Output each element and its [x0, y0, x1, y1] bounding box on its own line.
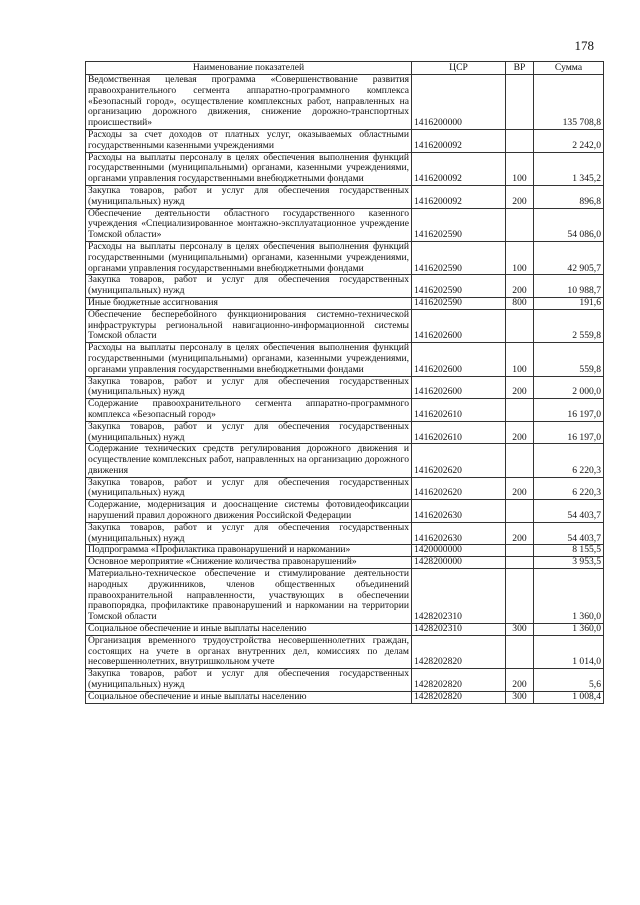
cell-csr: 1420000000	[412, 545, 506, 557]
table-body	[86, 75, 604, 704]
cell-sum: 10 988,7	[534, 275, 604, 298]
cell-sum: 1 360,0	[534, 624, 604, 636]
cell-name: Материально-техническое обеспечение и стимулирование деятельности народных дружинников, членов общественных объединений правоохранительной направленности, участвующих в обеспечении правопорядка, профилактике правонарушений и наркомании на территории Томской области	[86, 569, 412, 624]
cell-csr: 1416200092	[412, 152, 506, 185]
cell-sum: 6 220,3	[534, 477, 604, 500]
cell-vr: 100	[506, 343, 534, 376]
cell-vr	[506, 399, 534, 422]
cell-csr: 1416200092	[412, 129, 506, 152]
cell-csr: 1416200000	[412, 75, 506, 130]
table-row	[86, 545, 604, 557]
cell-name: Закупка товаров, работ и услуг для обеспечения государственных (муниципальных) нужд	[86, 185, 412, 208]
cell-name: Содержание технических средств регулирования дорожного движения и осуществление комплексных работ, направленных на организацию дорожного движения	[86, 444, 412, 477]
cell-vr: 200	[506, 376, 534, 399]
cell-sum: 3 953,5	[534, 557, 604, 569]
cell-csr: 1416202600	[412, 343, 506, 376]
cell-csr: 1428202310	[412, 569, 506, 624]
cell-vr: 200	[506, 522, 534, 545]
table-row	[86, 421, 604, 444]
cell-vr: 300	[506, 691, 534, 703]
cell-vr: 300	[506, 624, 534, 636]
cell-sum: 1 008,4	[534, 691, 604, 703]
cell-vr	[506, 444, 534, 477]
table-row	[86, 691, 604, 703]
table-row	[86, 635, 604, 668]
table-row	[86, 208, 604, 241]
table-row	[86, 444, 604, 477]
header-row	[86, 62, 604, 75]
cell-vr	[506, 569, 534, 624]
table-row	[86, 522, 604, 545]
cell-name: Социальное обеспечение и иные выплаты населению	[86, 691, 412, 703]
cell-sum: 135 708,8	[534, 75, 604, 130]
cell-name: Закупка товаров, работ и услуг для обеспечения государственных (муниципальных) нужд	[86, 275, 412, 298]
cell-sum: 1 014,0	[534, 635, 604, 668]
table-row	[86, 624, 604, 636]
table-row	[86, 399, 604, 422]
table-row	[86, 557, 604, 569]
cell-sum: 16 197,0	[534, 399, 604, 422]
cell-vr	[506, 545, 534, 557]
cell-name: Содержание правоохранительного сегмента аппаратно-программного комплекса «Безопасный город»	[86, 399, 412, 422]
header-csr: ЦСР	[412, 62, 506, 75]
header-name: Наименование показателей	[86, 62, 412, 75]
cell-vr	[506, 635, 534, 668]
cell-sum: 54 086,0	[534, 208, 604, 241]
cell-csr: 1428202310	[412, 624, 506, 636]
cell-vr	[506, 129, 534, 152]
table-row	[86, 185, 604, 208]
cell-name: Ведомственная целевая программа «Совершенствование развития правоохранительного сегмента аппаратно-программного комплекса «Безопасный город», осуществление комплексных работ, направленных на организацию дорожного движения, снижение дорожно-транспортных происшествий»	[86, 75, 412, 130]
cell-vr	[506, 500, 534, 523]
cell-csr: 1416202600	[412, 376, 506, 399]
cell-csr: 1416202620	[412, 444, 506, 477]
cell-name: Закупка товаров, работ и услуг для обеспечения государственных (муниципальных) нужд	[86, 477, 412, 500]
cell-vr: 200	[506, 477, 534, 500]
cell-name: Основное мероприятие «Снижение количества правонарушений»	[86, 557, 412, 569]
cell-name: Закупка товаров, работ и услуг для обеспечения государственных (муниципальных) нужд	[86, 669, 412, 692]
header-sum: Сумма	[534, 62, 604, 75]
cell-name: Социальное обеспечение и иные выплаты населению	[86, 624, 412, 636]
cell-name: Обеспечение деятельности областного государственного казенного учреждения «Специализированное монтажно-эксплуатационное учреждение Томской области»	[86, 208, 412, 241]
cell-sum: 1 345,2	[534, 152, 604, 185]
cell-sum: 896,8	[534, 185, 604, 208]
cell-sum: 16 197,0	[534, 421, 604, 444]
cell-csr: 1416200092	[412, 185, 506, 208]
cell-csr: 1416202610	[412, 399, 506, 422]
cell-csr: 1416202630	[412, 500, 506, 523]
table-row	[86, 241, 604, 274]
cell-name: Подпрограмма «Профилактика правонарушений и наркомании»	[86, 545, 412, 557]
cell-name: Иные бюджетные ассигнования	[86, 297, 412, 309]
table-header	[86, 62, 604, 75]
cell-sum: 2 559,8	[534, 309, 604, 342]
cell-sum: 42 905,7	[534, 241, 604, 274]
budget-table	[85, 61, 604, 704]
cell-csr: 1416202590	[412, 208, 506, 241]
cell-vr: 100	[506, 152, 534, 185]
cell-csr: 1416202620	[412, 477, 506, 500]
cell-csr: 1416202630	[412, 522, 506, 545]
cell-csr: 1428202820	[412, 635, 506, 668]
cell-vr: 200	[506, 669, 534, 692]
cell-csr: 1416202610	[412, 421, 506, 444]
cell-vr	[506, 309, 534, 342]
cell-name: Обеспечение бесперебойного функционирования системно-технической инфраструктуры региональной навигационно-информационной системы Томской области	[86, 309, 412, 342]
cell-csr: 1428202820	[412, 669, 506, 692]
table-row	[86, 477, 604, 500]
table-row	[86, 500, 604, 523]
cell-sum: 2 242,0	[534, 129, 604, 152]
table-row	[86, 129, 604, 152]
cell-name: Расходы за счет доходов от платных услуг, оказываемых областными государственными казенными учреждениями	[86, 129, 412, 152]
cell-csr: 1416202600	[412, 309, 506, 342]
cell-vr	[506, 557, 534, 569]
cell-sum: 54 403,7	[534, 500, 604, 523]
cell-vr: 800	[506, 297, 534, 309]
table-row	[86, 297, 604, 309]
table-row	[86, 669, 604, 692]
cell-sum: 559,8	[534, 343, 604, 376]
cell-sum: 54 403,7	[534, 522, 604, 545]
cell-name: Организация временного трудоустройства несовершеннолетних граждан, состоящих на учете в органах внутренних дел, комиссиях по делам несовершеннолетних, внутришкольном учете	[86, 635, 412, 668]
cell-vr	[506, 75, 534, 130]
page-number: 178	[574, 38, 594, 53]
cell-name: Закупка товаров, работ и услуг для обеспечения государственных (муниципальных) нужд	[86, 421, 412, 444]
cell-sum: 5,6	[534, 669, 604, 692]
cell-vr: 100	[506, 241, 534, 274]
cell-csr: 1416202590	[412, 275, 506, 298]
cell-sum: 2 000,0	[534, 376, 604, 399]
cell-name: Закупка товаров, работ и услуг для обеспечения государственных (муниципальных) нужд	[86, 522, 412, 545]
cell-vr: 200	[506, 275, 534, 298]
cell-name: Содержание, модернизация и дооснащение системы фотовидеофиксации нарушений правил дорожного движения Российской Федерации	[86, 500, 412, 523]
table-row	[86, 376, 604, 399]
cell-sum: 6 220,3	[534, 444, 604, 477]
cell-csr: 1416202590	[412, 241, 506, 274]
cell-csr: 1416202590	[412, 297, 506, 309]
table-row	[86, 75, 604, 130]
cell-vr	[506, 208, 534, 241]
table-row	[86, 309, 604, 342]
cell-vr: 200	[506, 421, 534, 444]
cell-csr: 1428202820	[412, 691, 506, 703]
table-row	[86, 343, 604, 376]
cell-name: Расходы на выплаты персоналу в целях обеспечения выполнения функций государственными (муниципальными) органами, казенными учреждениями, органами управления государственными внебюджетными фондами	[86, 152, 412, 185]
table-row	[86, 275, 604, 298]
cell-sum: 191,6	[534, 297, 604, 309]
cell-name: Расходы на выплаты персоналу в целях обеспечения выполнения функций государственными (муниципальными) органами, казенными учреждениями, органами управления государственными внебюджетными фондами	[86, 241, 412, 274]
cell-vr: 200	[506, 185, 534, 208]
cell-sum: 1 360,0	[534, 569, 604, 624]
table-row	[86, 152, 604, 185]
header-vr: ВР	[506, 62, 534, 75]
table-row	[86, 569, 604, 624]
cell-sum: 8 155,5	[534, 545, 604, 557]
cell-name: Расходы на выплаты персоналу в целях обеспечения выполнения функций государственными (муниципальными) органами, казенными учреждениями, органами управления государственными внебюджетными фондами	[86, 343, 412, 376]
cell-csr: 1428200000	[412, 557, 506, 569]
cell-name: Закупка товаров, работ и услуг для обеспечения государственных (муниципальных) нужд	[86, 376, 412, 399]
